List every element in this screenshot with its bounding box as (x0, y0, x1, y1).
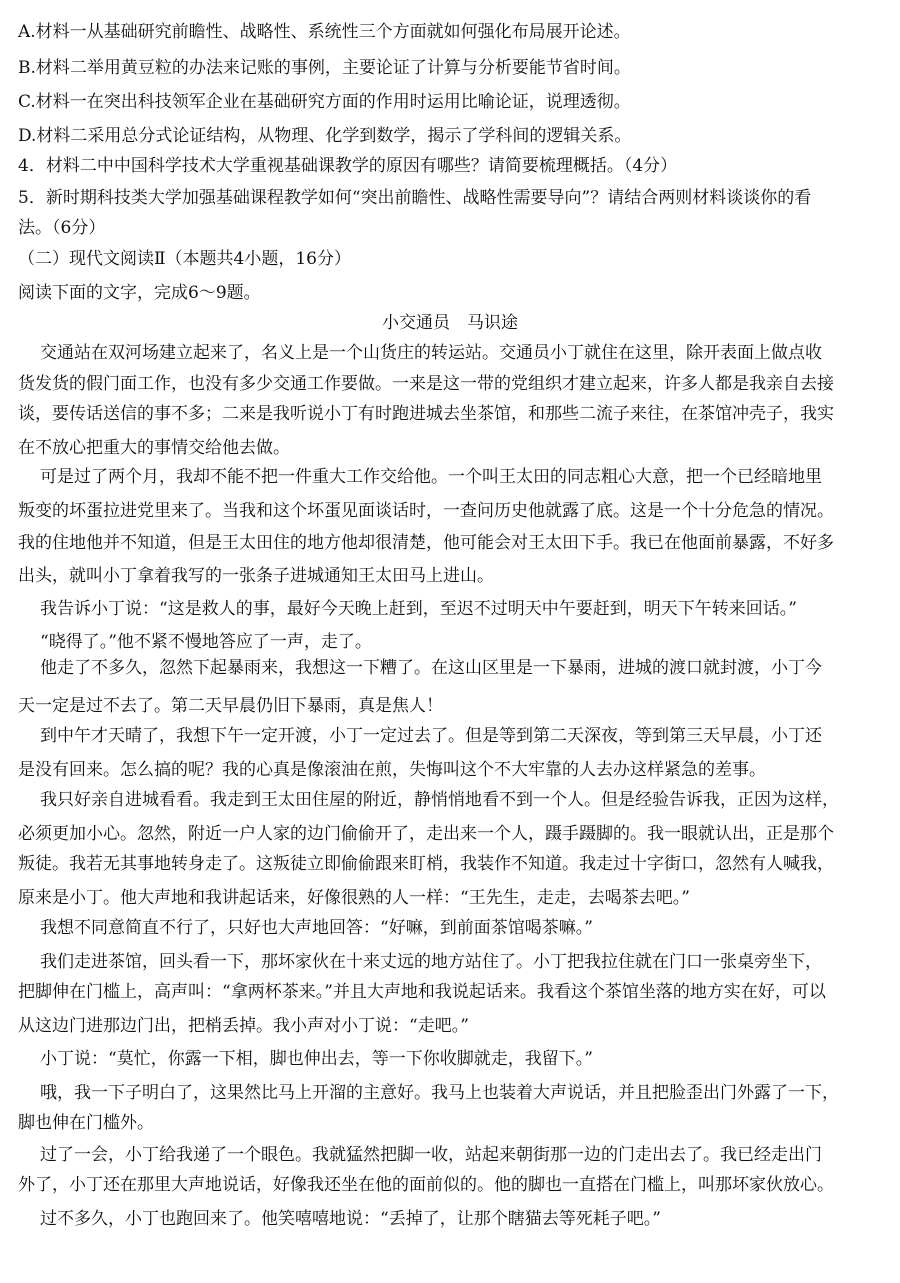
option-a: A.材料一从基础研究前瞻性、战略性、系统性三个方面就如何强化布局展开论述。 (18, 22, 631, 42)
story-line: 谈，要传话送信的事不多；二来是我听说小丁有时跑进城去坐茶馆，和那些二流子来往，在茶馆冲壳子，我实 (18, 404, 834, 424)
story-line: 叛徒。我若无其事地转身走了。这叛徒立即偷偷跟来盯梢，我装作不知道。我走过十字街口，忽然有人喊我， (18, 854, 834, 874)
story-line: 我的住地他并不知道，但是王太田住的地方他却很清楚，他可能会对王太田下手。我已在他面前暴露，不好多 (18, 533, 834, 553)
story-line: 天一定是过不去了。第二天早晨仍旧下暴雨，真是焦人！ (18, 696, 443, 716)
story-line: 小丁说：“莫忙，你露一下相，脚也伸出去，等一下你收脚就走，我留下。” (40, 1049, 593, 1069)
story-line: 我只好亲自进城看看。我走到王太田住屋的附近，静悄悄地看不到一个人。但是经验告诉我，正因为这样， (40, 790, 839, 810)
story-line: “晓得了。”他不紧不慢地答应了一声，走了。 (40, 632, 372, 652)
option-b: B.材料二举用黄豆粒的办法来记账的事例，主要论证了计算与分析要能节省时间。 (18, 58, 631, 78)
story-line: 到中午才天晴了，我想下午一定开渡，小丁一定过去了。但是等到第二天深夜，等到第三天早晨，小丁还 (40, 726, 822, 746)
story-line: 叛变的坏蛋拉进党里来了。当我和这个坏蛋见面谈话时，一查问历史他就露了底。这是一个十分危急的情况。 (18, 501, 834, 521)
story-line: 哦，我一下子明白了，这果然比马上开溜的主意好。我马上也装着大声说话，并且把脸歪出门外露了一下， (40, 1083, 839, 1103)
question-4: 4．材料二中中国科学技术大学重视基础课教学的原因有哪些？请简要梳理概括。（4分） (18, 156, 678, 176)
story-line: 过了一会，小丁给我递了一个眼色。我就猛然把脚一收，站起来朝街那一边的门走出去了。我已经走出门 (40, 1145, 822, 1165)
reading-instruction: 阅读下面的文字，完成6～9题。 (18, 283, 261, 303)
story-title: 小交通员 马识途 (382, 313, 518, 333)
question-5-line2: 法。（6分） (18, 218, 106, 238)
story-line: 在不放心把重大的事情交给他去做。 (18, 438, 290, 458)
story-line: 出头，就叫小丁拿着我写的一张条子进城通知王太田马上进山。 (18, 566, 494, 586)
option-c: C.材料一在突出科技领军企业在基础研究方面的作用时运用比喻论证，说理透彻。 (18, 92, 631, 112)
story-line: 外了，小丁还在那里大声地说话，好像我还坐在他的面前似的。他的脚也一直搭在门槛上，叫那坏家伙放心。 (18, 1175, 834, 1195)
story-line: 交通站在双河场建立起来了，名义上是一个山货庄的转运站。交通员小丁就住在这里，除开表面上做点收 (40, 343, 822, 363)
question-5-line1: 5．新时期科技类大学加强基础课程教学如何“突出前瞻性、战略性需要导向”？请结合两则材料谈谈你的看 (18, 188, 812, 208)
story-line: 原来是小丁。他大声地和我讲起话来，好像很熟的人一样：“王先生，走走，去喝茶去吧。” (18, 888, 690, 908)
story-line: 我告诉小丁说：“这是救人的事，最好今天晚上赶到，至迟不过明天中午要赶到，明天下午转来回话。” (40, 599, 797, 619)
section-heading: （二）现代文阅读Ⅱ（本题共4小题，16分） (18, 249, 352, 269)
story-line: 把脚伸在门槛上，高声叫：“拿两杯茶来。”并且大声地和我说起话来。我看这个茶馆坐落的地方实在好，可以 (18, 982, 826, 1002)
option-d: D.材料二采用总分式论证结构，从物理、化学到数学，揭示了学科间的逻辑关系。 (18, 126, 632, 146)
story-line: 从这边门进那边门出，把梢丢掉。我小声对小丁说：“走吧。” (18, 1016, 469, 1036)
story-line: 必须更加小心。忽然，附近一户人家的边门偷偷开了，走出来一个人，蹑手蹑脚的。我一眼就认出，正是那个 (18, 824, 834, 844)
story-line: 我想不同意简直不行了，只好也大声地回答：“好嘛，到前面茶馆喝茶嘛。” (40, 918, 593, 938)
story-line: 是没有回来。怎么搞的呢？我的心真是像滚油在煎，失悔叫这个不大牢靠的人去办这样紧急的差事。 (18, 760, 766, 780)
story-line: 他走了不多久，忽然下起暴雨来，我想这一下糟了。在这山区里是一下暴雨，进城的渡口就封渡，小丁今 (40, 658, 822, 678)
story-line: 过不多久，小丁也跑回来了。他笑嘻嘻地说：“丢掉了，让那个瞎猫去等死耗子吧。” (40, 1209, 661, 1229)
story-line: 我们走进茶馆，回头看一下，那坏家伙在十来丈远的地方站住了。小丁把我拉住就在门口一张桌旁坐下， (40, 952, 822, 972)
story-line: 可是过了两个月，我却不能不把一件重大工作交给他。一个叫王太田的同志粗心大意，把一个已经暗地里 (40, 467, 822, 487)
story-line: 脚也伸在门槛外。 (18, 1113, 154, 1133)
story-line: 货发货的假门面工作，也没有多少交通工作要做。一来是这一带的党组织才建立起来，许多人都是我亲自去接 (18, 374, 834, 394)
